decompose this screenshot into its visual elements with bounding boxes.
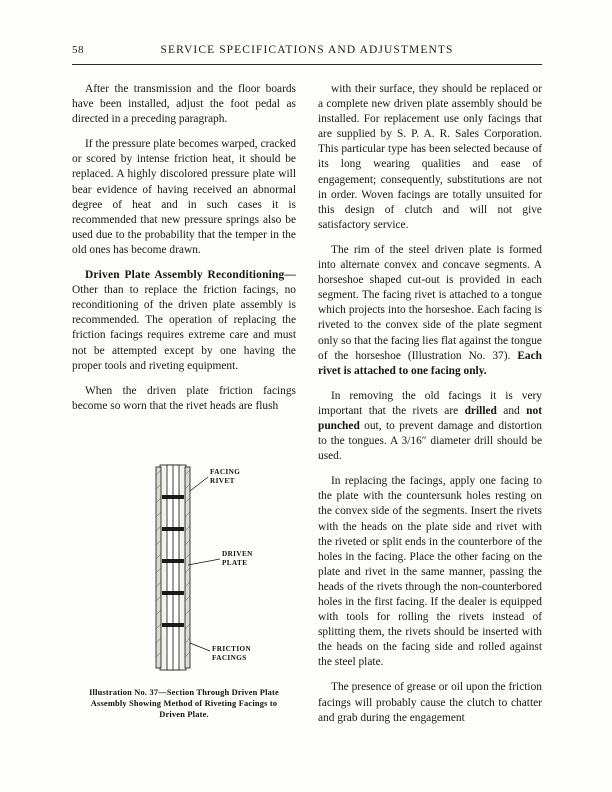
- removing-emphasis-drilled: drilled: [464, 404, 497, 417]
- paragraph-removing-facings: [318, 389, 542, 464]
- paragraph-worn-facings: When the driven plate friction facings become so worn that the rivet heads are flush: [72, 384, 296, 412]
- removing-text-a: In removing the old facings it is very important that the rivets are: [318, 389, 542, 417]
- paragraph-pressure-plate: If the pressure plate becomes warped, cracked or scored by intense friction heat, it should be replaced. A highly discolored pressure plate will bear evidence of having received an abnormal degree of heat and in such cases it is recommended that new pressure springs also be used due to the probability that the temper in the old ones has become drawn.: [72, 138, 296, 256]
- paragraph-intro: After the transmission and the floor boards have been installed, adjust the foot pedal as directed in a preceding paragraph.: [72, 83, 296, 126]
- runin-heading: Driven Plate Assembly Reconditioning—: [85, 269, 296, 282]
- left-text-column: [72, 82, 296, 414]
- callout-friction-facings: FRICTION FACINGS: [212, 645, 252, 662]
- paragraph-plate-rim: [318, 243, 542, 379]
- removing-text-b: and: [496, 404, 527, 417]
- paragraph-replacement-facings: with their surface, they should be replaced or a complete new driven plate assembly should be installed. For replacement use only facings that are supplied by S. P. A. R. Sales Corporation. This particular type has been selected because of its long wearing qualities and ease of engagement; consequently, substitutions are not in order. Woven facings are totally unsuited for this design of clutch and will not give satisfactory service.: [318, 83, 542, 231]
- removing-text-c: out, to prevent damage and distortion to the tongues. A 3/16″ diameter drill should be used.: [318, 419, 542, 463]
- paragraph-plate-rim-text: The rim of the steel driven plate is formed into alternate convex and concave segments. A horseshoe shaped cut-out is provided in each segment. The facing rivet is attached to a tongue which projects into the horseshoe. Each facing is riveted to the convex side of the plate segment only so that the facing lies flat against the tongue of the horseshoe (Illustration No. 37).: [318, 243, 542, 362]
- header-rule: [72, 64, 542, 65]
- paragraph-plate-rim-emphasis: Each rivet is attached to one facing only.: [318, 349, 542, 377]
- callout-facing-rivet: FACING RIVET: [210, 468, 241, 485]
- paragraph-grease-oil: The presence of grease or oil upon the friction facings will probably cause the clutch to chatter and grab during the engagement: [318, 681, 542, 724]
- figure-caption: Illustration No. 37—Section Through Driven Plate Assembly Showing Method of Riveting Facings to Driven Plate.: [89, 688, 279, 719]
- removing-emphasis-not-punched: not punched: [318, 404, 542, 432]
- driven-plate-section-drawing: [72, 455, 296, 680]
- paragraph-replacing-facings: In replacing the facings, apply one facing to the plate with the countersunk holes resting on the convex side of the segments. Insert the rivets with the heads on the plate side and rivet with the riveted or split ends in the counterbore of the holes in the facing. Place the other facing on the plate and rivet in the same manner, passing the heads of the rivets through the non-counterbored holes in the first facing. If the dealer is equipped with tools for rolling the rivets instead of splitting them, the rivets should be inserted with the heads on the facing side and rolled against the steel plate.: [318, 475, 542, 669]
- page-header: [72, 44, 542, 64]
- callout-driven-plate: DRIVEN PLATE: [222, 550, 253, 567]
- runin-body: Other than to replace the friction facings, no reconditioning of the driven plate assembly is recommended. The operation of replacing the friction facings requires extreme care and must not be attempted except by one having the proper tools and riveting equipment.: [72, 284, 296, 372]
- paragraph-driven-plate-reconditioning: [72, 268, 296, 374]
- figure-illustration-37: [72, 455, 296, 735]
- running-head-title: SERVICE SPECIFICATIONS AND ADJUSTMENTS: [160, 44, 454, 56]
- right-text-column: [318, 82, 542, 726]
- page-number: 58: [72, 44, 84, 56]
